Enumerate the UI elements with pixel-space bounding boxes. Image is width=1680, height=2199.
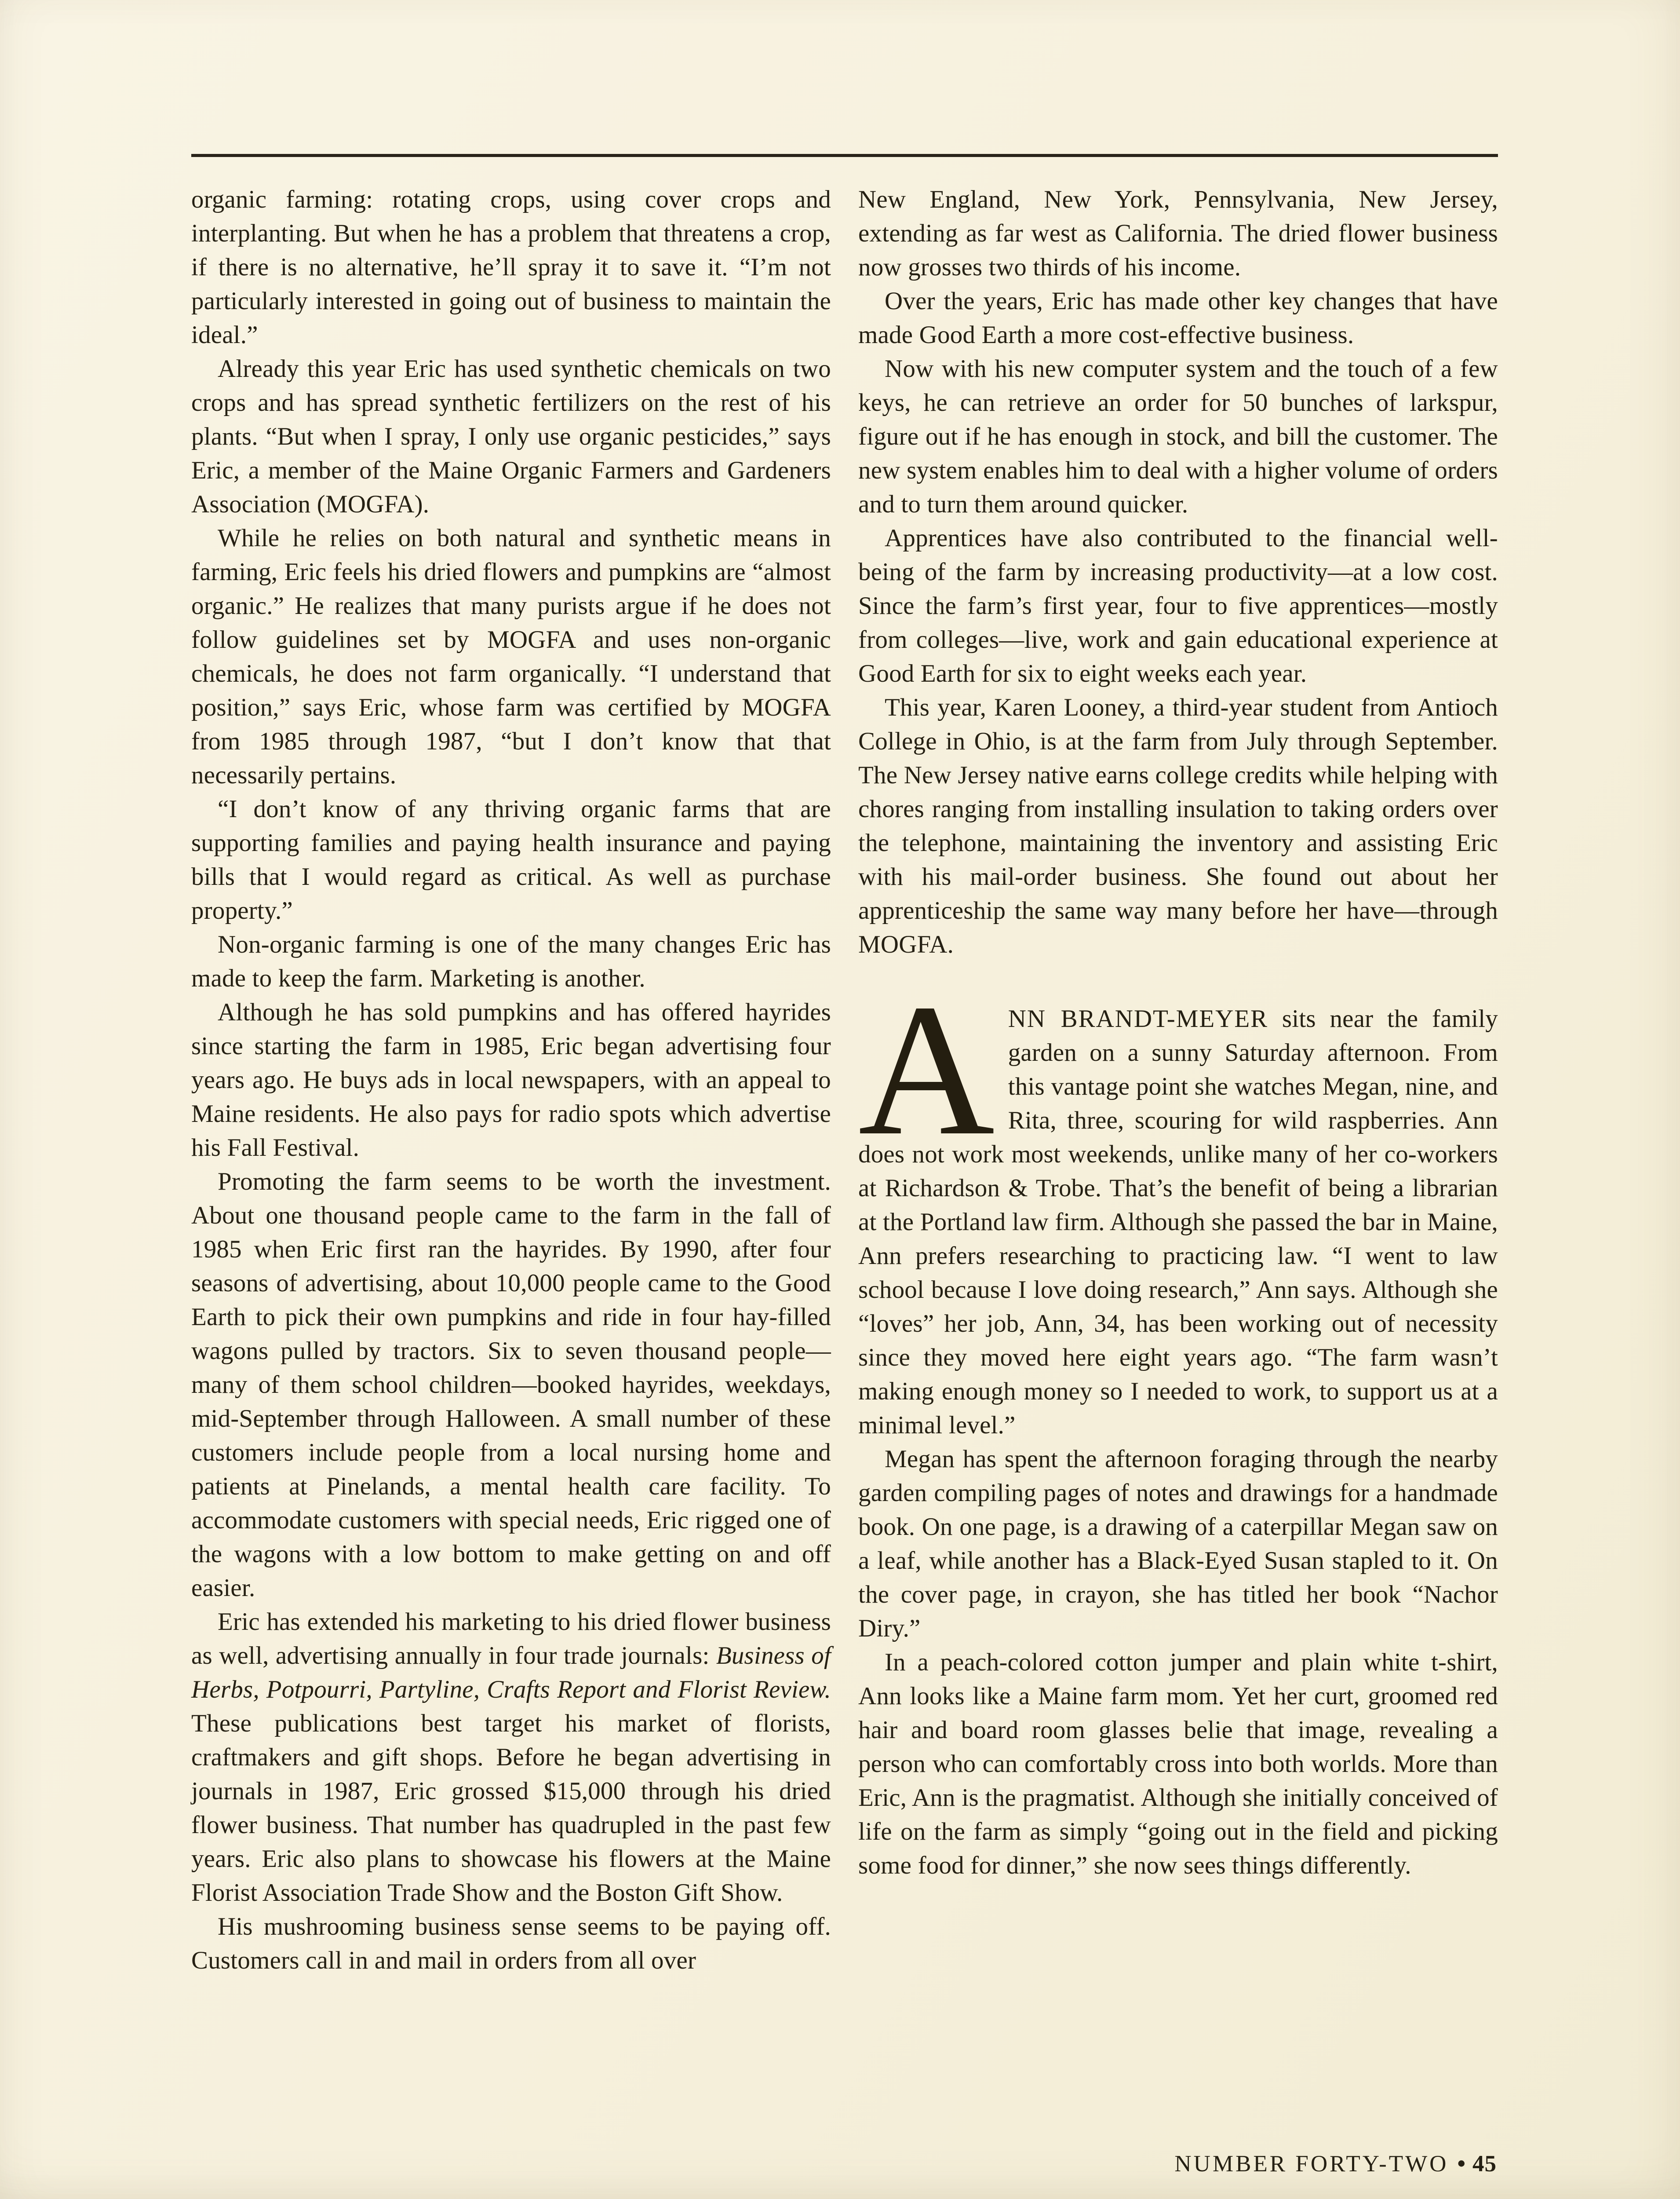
text-segment: sits near the family garden on a sunny Saturday afternoon. From this vantage point she watches Megan, nine, and Rita, three, scouring for wild raspberries. Ann does not work most weekends, unlike many of her co-workers at Richardson & Trobe. That’s the benefit of being a librarian at the Portland law firm. Although she passed the bar in Maine, Ann prefers researching to practicing law. “I went to law school because I love doing research,” Ann says. Although she “loves” her job, Ann, 34, has been working out of necessity since they moved here eight years ago. “The farm wasn’t making enough money so I needed to work, to support us at a minimal level.” [858, 1005, 1498, 1439]
paragraph: Although he has sold pumpkins and has offered hayrides since starting the farm in 1985, Eric began advertising four years ago. He buys ads in local newspapers, with an appeal to Maine residents. He also pays for radio spots which advertise his Fall Festival. [191, 998, 831, 1162]
paragraph [858, 965, 1498, 1442]
footer-bullet: • [1457, 2151, 1465, 2177]
ann-section [858, 965, 1498, 1882]
lead-caps-name: NN BRANDT-MEYER [1008, 1005, 1268, 1033]
two-column-layout [191, 183, 1498, 1977]
page-footer [1174, 2151, 1497, 2177]
paragraph: Megan has spent the afternoon foraging through the nearby garden compiling pages of notes and drawings for a handmade book. On one page, is a drawing of a caterpillar Megan saw on a leaf, while another has a Black-Eyed Susan stapled to it. On the cover page, in crayon, she has titled her book “Nachor Diry.” [858, 1445, 1498, 1642]
footer-issue-label: NUMBER FORTY-TWO [1174, 2151, 1449, 2177]
paragraph: Apprentices have also contributed to the financial well-being of the farm by increasing productivity—at a low cost. Since the farm’s first year, four to five apprentices—mostly from colleges—live, work and gain educational experience at Good Earth for six to eight weeks each year. [858, 524, 1498, 687]
paragraph: His mushrooming business sense seems to be paying off. Customers call in and mail in orders from all over [191, 1913, 831, 1974]
dropcap-letter: A [858, 965, 995, 1175]
text-segment: Eric has extended his marketing to his dried flower business as well, advertising annually in four trade journals: [191, 1608, 831, 1669]
paragraph: Already this year Eric has used synthetic chemicals on two crops and has spread synthetic fertilizers on the rest of his plants. “But when I spray, I only use organic pesticides,” says Eric, a member of the Maine Organic Farmers and Gardeners Association (MOGFA). [191, 355, 831, 518]
page-number: 45 [1472, 2151, 1497, 2177]
paragraph: “I don’t know of any thriving organic farms that are supporting families and paying health insurance and paying bills that I would regard as critical. As well as purchase property.” [191, 795, 831, 924]
top-rule [191, 154, 1498, 157]
paragraph: Non-organic farming is one of the many changes Eric has made to keep the farm. Marketing is another. [191, 931, 831, 992]
paragraph: In a peach-colored cotton jumper and plain white t-shirt, Ann looks like a Maine farm mom. Yet her curt, groomed red hair and board room glasses belie that image, revealing a person who can comfortably cross into both worlds. More than Eric, Ann is the pragmatist. Although she initially conceived of life on the farm as simply “going out in the field and picking some food for dinner,” she now sees things differently. [858, 1648, 1498, 1879]
right-column [858, 183, 1498, 1977]
paragraph: Promoting the farm seems to be worth the investment. About one thousand people came to the farm in the fall of 1985 when Eric first ran the hayrides. By 1990, after four seasons of advertising, about 10,000 people came to the Good Earth to pick their own pumpkins and ride in four hay-filled wagons pulled by tractors. Six to seven thousand people—many of them school children—booked hayrides, weekdays, mid-September through Halloween. A small number of these customers include people from a local nursing home and patients at Pinelands, a mental health care facility. To accommodate customers with special needs, Eric rigged one of the wagons with a low bottom to make getting on and off easier. [191, 1168, 831, 1602]
left-column [191, 183, 831, 1977]
paragraph: organic farming: rotating crops, using cover crops and interplanting. But when he has a problem that threatens a crop, if there is no alternative, he’ll spray it to save it. “I’m not particularly interested in going out of business to maintain the ideal.” [191, 186, 831, 349]
right-column-top [858, 183, 1498, 961]
text-segment: These publications best target his market of florists, craftmakers and gift shops. Before he began advertising in journals in 1987, Eric grossed $15,000 through his dried flower business. That number has quadrupled in the past few years. Eric also plans to showcase his flowers at the Maine Florist Association Trade Show and the Boston Gift Show. [191, 1710, 831, 1907]
paragraph: Now with his new computer system and the touch of a few keys, he can retrieve an order for 50 bunches of larkspur, figure out if he has enough in stock, and bill the customer. The new system enables him to deal with a higher volume of orders and to turn them around quicker. [858, 355, 1498, 518]
paragraph [191, 1605, 831, 1910]
ann-section-paragraphs [858, 1442, 1498, 1882]
journal-titles-italic: Business of Herbs, Potpourri, Partyline, Crafts Report and Florist Review. [191, 1642, 831, 1703]
paragraph: Over the years, Eric has made other key changes that have made Good Earth a more cost-effective business. [858, 287, 1498, 349]
paragraph: While he relies on both natural and synthetic means in farming, Eric feels his dried flowers and pumpkins are “almost organic.” He realizes that many purists argue if he does not follow guidelines set by MOGFA and uses non-organic chemicals, he does not farm organically. “I understand that position,” says Eric, whose farm was certified by MOGFA from 1985 through 1987, “but I don’t know that that necessarily pertains. [191, 524, 831, 789]
paragraph: New England, New York, Pennsylvania, New Jersey, extending as far west as California. The dried flower business now grosses two thirds of his income. [858, 186, 1498, 281]
paragraph: This year, Karen Looney, a third-year student from Antioch College in Ohio, is at the farm from July through September. The New Jersey native earns college credits while helping with chores ranging from installing insulation to taking orders over the telephone, maintaining the inventory and assisting Eric with his mail-order business. She found out about her apprenticeship the same way many before her have—through MOGFA. [858, 694, 1498, 958]
article-content [191, 154, 1498, 1977]
